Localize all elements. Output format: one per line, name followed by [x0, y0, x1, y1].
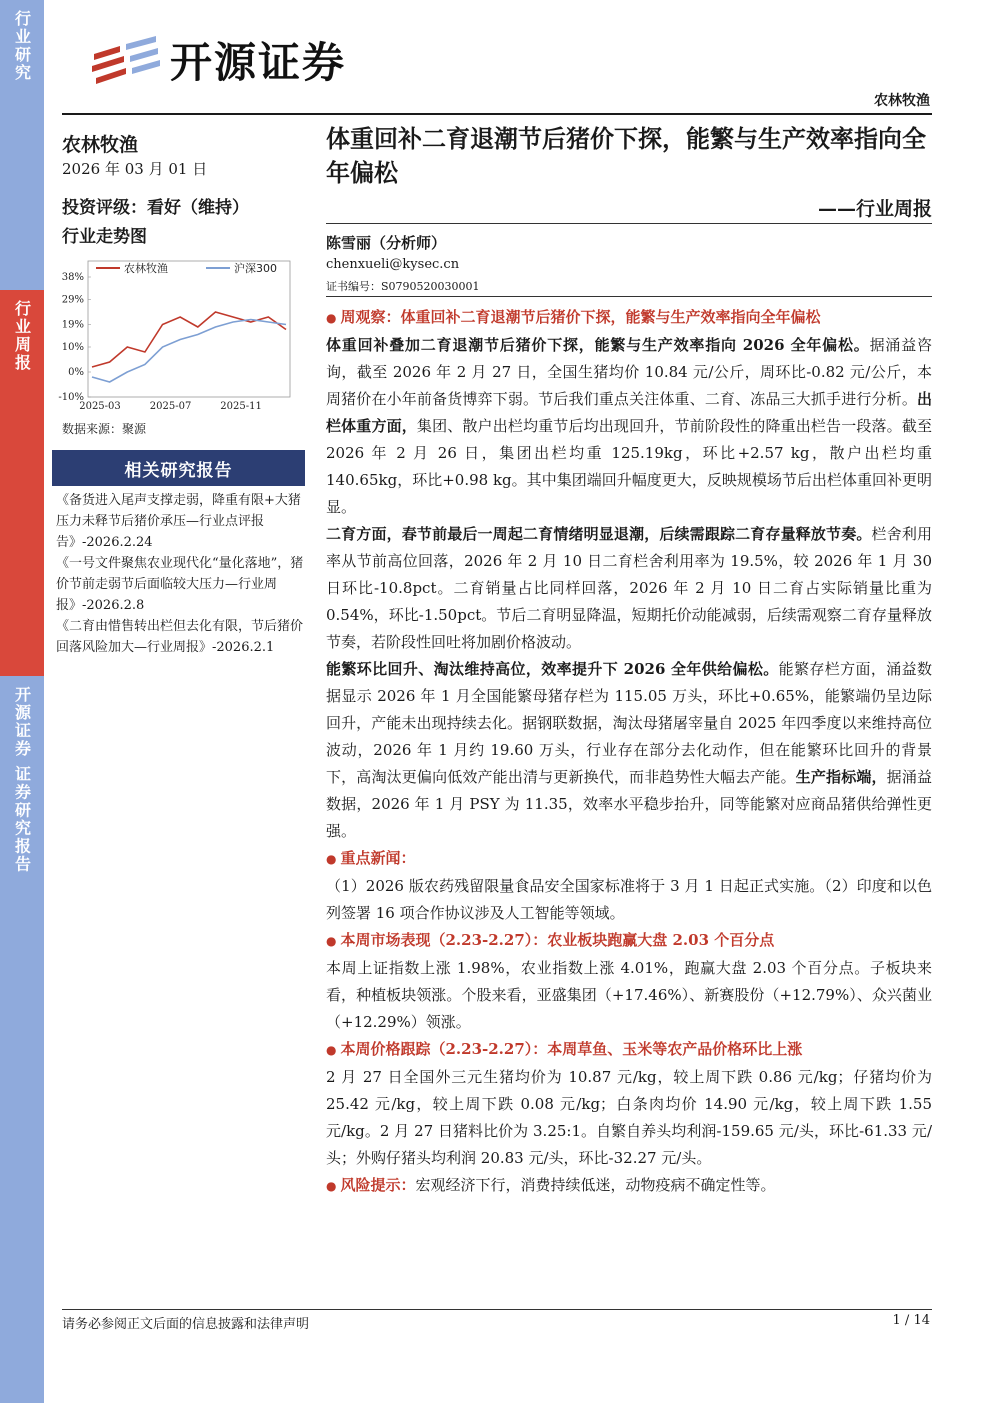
logo-icon	[90, 34, 162, 86]
related-report-item[interactable]: 《一号文件聚焦农业现代化“量化落地”，猪价节前走弱节后面临较大压力—行业周报》-2026.2.8	[56, 556, 304, 613]
related-report-item[interactable]: 《二育由惜售转出栏但去化有限，节后猪价回落风险加大—行业周报》-2026.2.1	[56, 619, 304, 655]
header-category: 农林牧渔	[874, 93, 930, 109]
side-label-research: 行业研究	[0, 0, 44, 290]
related-reports-list	[56, 490, 306, 658]
page-number: 1 / 14	[892, 1313, 930, 1328]
y-tick-label: 10%	[61, 342, 84, 353]
investment-rating: 投资评级：看好（维持）	[62, 198, 249, 218]
analyst-name: 陈雪丽（分析师）	[326, 234, 447, 252]
legend-label: 农林牧渔	[124, 262, 168, 275]
analyst-cert: 证书编号：S0790520030001	[326, 280, 480, 293]
side-label-company: 开源证券 证券研究报告	[0, 676, 44, 1403]
x-tick-label: 2025-07	[149, 401, 192, 412]
trend-chart	[52, 255, 302, 415]
paragraph-risk: ● 风险提示：宏观经济下行，消费持续低迷，动物疫病不确定性等。	[326, 1176, 776, 1194]
series-line	[92, 320, 286, 383]
trend-chart-svg	[52, 255, 302, 415]
analyst-email[interactable]: chenxueli@kysec.cn	[326, 257, 460, 272]
y-tick-label: 19%	[61, 319, 84, 331]
paragraph: （1）2026 版农药残留限量食品安全国家标准将于 3 月 1 日起正式实施。（2）印度和以色列签署 16 项合作协议涉及人工智能等领域。	[326, 877, 932, 922]
related-report-item[interactable]: 《备货进入尾声支撑走弱，降重有限+大猪压力未释节后猪价承压—行业点评报告》-2026.2.24	[56, 493, 301, 550]
section-heading-weekly: ● 周观察：体重回补二育退潮节后猪价下探，能繁与生产效率指向全年偏松	[326, 308, 821, 326]
title-divider	[326, 223, 932, 224]
report-body	[326, 304, 932, 1200]
footer-disclaimer: 请务必参阅正文后面的信息披露和法律声明	[62, 1317, 310, 1332]
report-subtitle: ——行业周报	[817, 198, 932, 220]
section-heading-price: ● 本周价格跟踪（2.23-2.27）：本周草鱼、玉米等农产品价格环比上涨	[326, 1040, 803, 1058]
bullet-icon: ●	[326, 1179, 337, 1193]
side-label-weekly: 行业周报	[0, 290, 44, 676]
y-tick-label: 29%	[61, 294, 84, 306]
company-name: 开源证券	[170, 38, 347, 87]
footer-divider	[62, 1309, 932, 1310]
chart-source: 数据来源：聚源	[62, 422, 147, 436]
section-heading-news: ● 重点新闻：	[326, 849, 416, 867]
x-tick-label: 2025-11	[220, 401, 262, 412]
report-title: 体重回补二育退潮节后猪价下探，能繁与生产效率指向全年偏松	[326, 124, 926, 187]
analyst-divider	[326, 296, 932, 297]
paragraph: 能繁环比回升、淘汰维持高位，效率提升下 2026 全年供给偏松。能繁存栏方面，涌益数据显示 2026 年 1 月全国能繁母猪存栏为 115.05 万头，环比+0.65%，能繁端仍呈边际回升，产能未出现持续去化。据钢联数据，淘汰母猪屠宰量自 2025 年四季度以来维持高位波动，2026 年 1 月约 19.60 万头，行业存在部分去化动作，但在能繁环比回升的背景下，高淘汰更偏向低效产能出清与更新换代，而非趋势性大幅去产能。生产指标端，据涌益数据，2026 年 1 月 PSY 为 11.35，效率水平稳步抬升，同等能繁对应商品猪供给弹性更强。	[326, 660, 932, 840]
bullet-icon: ●	[326, 934, 337, 948]
related-reports-header: 相关研究报告	[52, 450, 305, 486]
x-tick-label: 2025-03	[79, 401, 121, 412]
report-date: 2026 年 03 月 01 日	[62, 160, 208, 178]
paragraph: 2 月 27 日全国外三元生猪均价为 10.87 元/kg，较上周下跌 0.86 元/kg；仔猪均价为 25.42 元/kg，较上周下跌 0.08 元/kg；白条肉均价 14.90 元/kg，较上周下跌 1.55 元/kg。2 月 27 日猪料比价为 3.25:1。自繁自养头均利润-159.65 元/头，环比-61.33 元/头；外购仔猪头均利润 20.83 元/头，环比-32.27 元/头。	[326, 1068, 932, 1167]
bullet-icon: ●	[326, 311, 337, 325]
header-divider	[62, 113, 932, 115]
y-tick-label: -10%	[58, 392, 84, 403]
bullet-icon: ●	[326, 1043, 337, 1057]
y-tick-label: 38%	[61, 272, 84, 283]
side-strip	[0, 0, 44, 1403]
bullet-icon: ●	[326, 852, 337, 866]
paragraph: 本周上证指数上涨 1.98%，农业指数上涨 4.01%，跑赢大盘 2.03 个百分点。子板块来看，种植板块领涨。个股来看，亚盛集团（+17.46%）、新赛股份（+12.79%）、众兴菌业（+12.29%）领涨。	[326, 959, 932, 1031]
paragraph: 体重回补叠加二育退潮节后猪价下探，能繁与生产效率指向 2026 全年偏松。据涌益咨询，截至 2026 年 2 月 27 日，全国生猪均价 10.84 元/公斤，周环比-0.82 元/公斤，本周猪价在小年前备货博弈下弱。节后我们重点关注体重、二育、冻品三大抓手进行分析。出栏体重方面，集团、散户出栏均重节后均出现回升，节前阶段性的降重出栏告一段落。截至 2026 年 2 月 26 日，集团出栏均重 125.19kg，环比+2.57 kg，散户出栏均重 140.65kg，环比+0.98 kg。其中集团端回升幅度更大，反映规模场节后出栏体重回补更明显。	[326, 336, 932, 516]
legend-label: 沪深300	[234, 262, 277, 275]
y-tick-label: 0%	[68, 367, 84, 378]
industry-name: 农林牧渔	[62, 134, 139, 156]
paragraph: 二育方面，春节前最后一周起二育情绪明显退潮，后续需跟踪二育存量释放节奏。栏舍利用率从节前高位回落，2026 年 2 月 10 日二育栏舍利用率为 19.5%，较 2026 年 1 月 30 日环比-10.8pct。二育销量占比同样回落，2026 年 2 月 10 日二育占实际销量比重为 0.54%，环比-1.50pct。节后二育明显降温，短期托价动能减弱，后续需观察二育存量释放节奏，若阶段性回吐将加剧价格波动。	[326, 525, 932, 651]
trend-chart-title: 行业走势图	[62, 227, 147, 247]
section-heading-market: ● 本周市场表现（2.23-2.27）：农业板块跑赢大盘 2.03 个百分点	[326, 931, 775, 949]
company-logo	[90, 30, 346, 90]
